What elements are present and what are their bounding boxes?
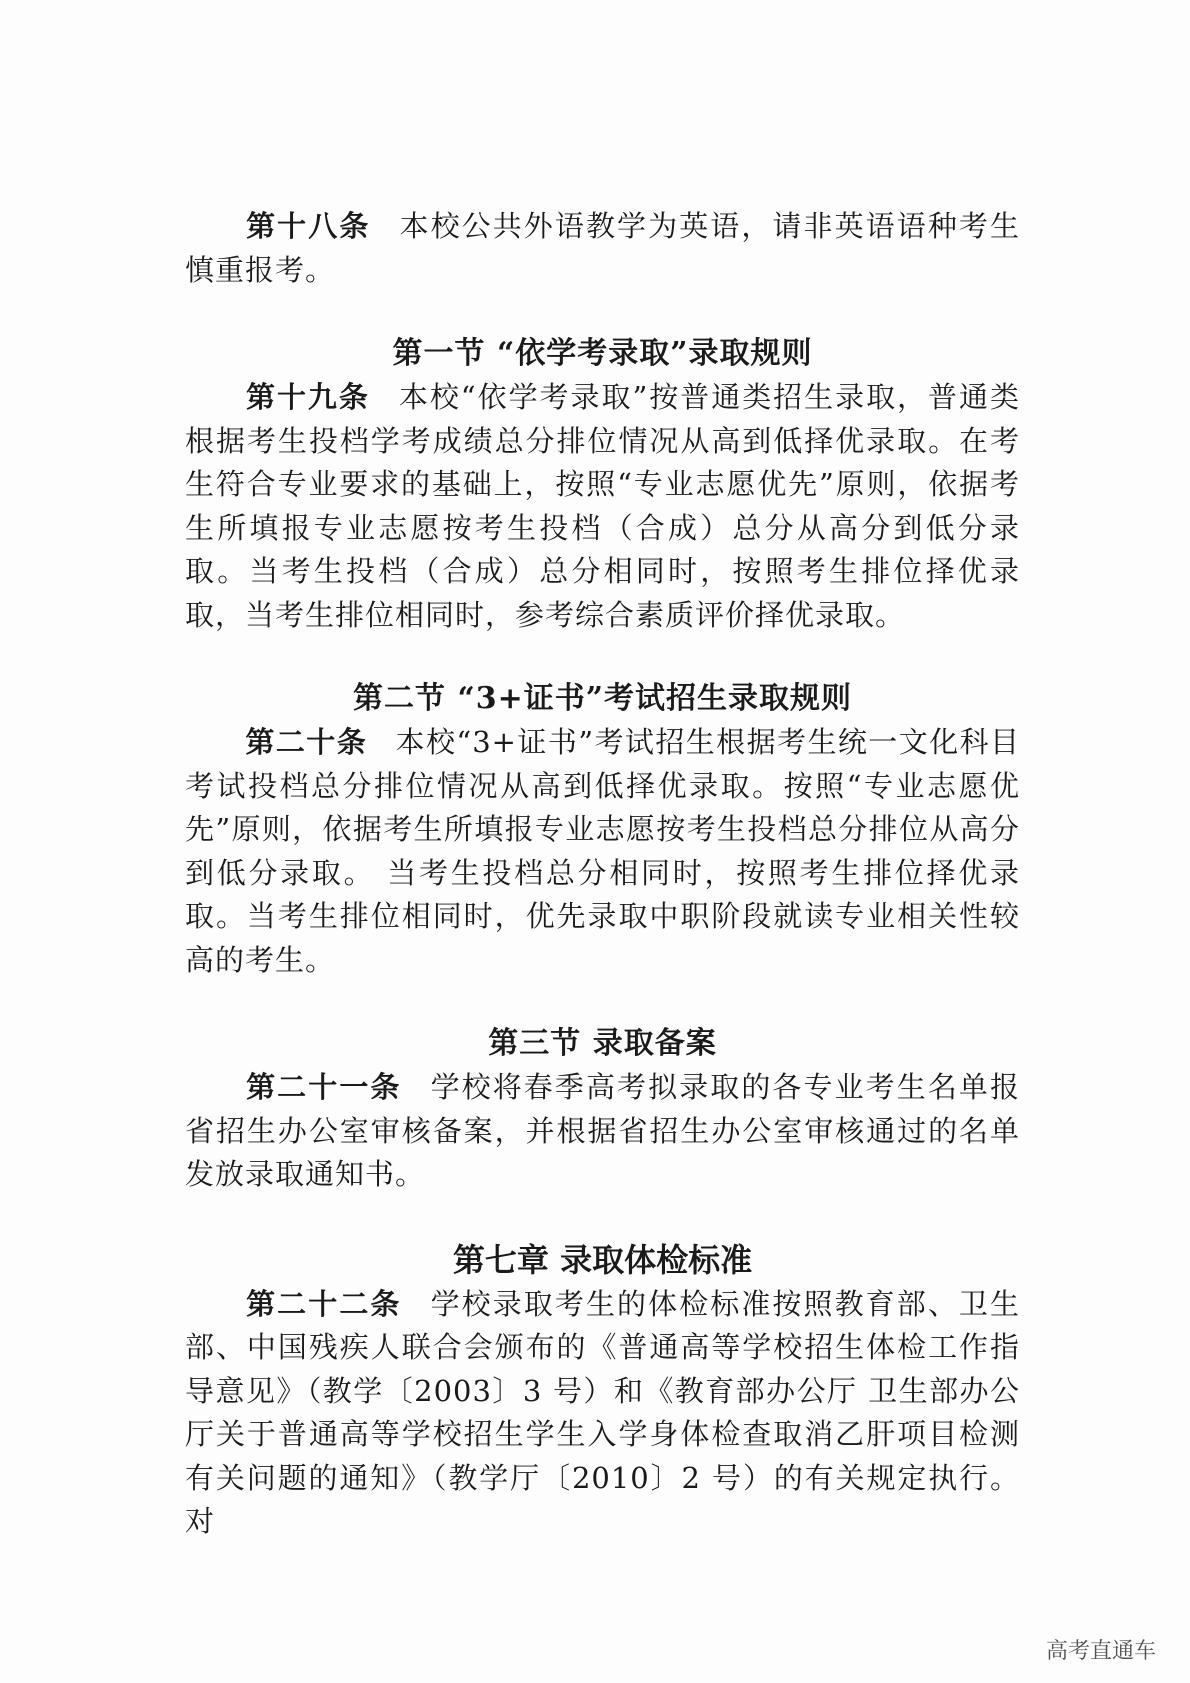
article-19-lead: 第十九条 — [245, 380, 370, 414]
article-20-text: 本校“3+证书”考试招生根据考生统一文化科目考试投档总分排位情况从高到低择优录取。按照“专业志愿优先”原则，依据考生所填报专业志愿按考生投档总分排位从高分到低分录取。 当考生投档总分相同时，按照考生排位择优录取。当考生排位相同时，优先录取中职阶段就读专业相关性较高的考生。 — [185, 725, 1020, 977]
article-18-text: 本校公共外语教学为英语，请非英语语种考生慎重报考。 — [185, 209, 1020, 287]
article-18 — [185, 205, 1020, 292]
watermark: 高考直通车 — [1045, 1639, 1156, 1664]
section-1-title: 第一节 “依学考录取”录取规则 — [392, 336, 813, 371]
article-19 — [185, 376, 1020, 637]
article-22-lead: 第二十二条 — [245, 1286, 402, 1321]
section-3-title: 第三节 录取备案 — [488, 1026, 717, 1061]
article-22-text: 学校录取考生的体检标准按照教育部、卫生部、中国残疾人联合会颁布的《普通高等学校招生体检工作指导意见》（教学〔2003〕3 号）和《教育部办公厅 卫生部办公厅关于普通高等学校招生学生入学身体检查取消乙肝项目检测有关问题的通知》（教学厅〔2010〕2 号）的有关规定执行。对 — [185, 1286, 1020, 1538]
article-18-lead: 第十八条 — [245, 209, 371, 243]
article-21 — [185, 1066, 1020, 1197]
article-21-lead: 第二十一条 — [245, 1070, 402, 1104]
document-body — [185, 205, 1020, 1544]
article-20 — [185, 721, 1020, 982]
section-2-title: 第二节 “3+证书”考试招生录取规则 — [353, 681, 852, 716]
article-22 — [185, 1283, 1020, 1544]
article-21-text: 学校将春季高考拟录取的各专业考生名单报省招生办公室审核备案，并根据省招生办公室审核通过的名单发放录取通知书。 — [185, 1070, 1020, 1191]
chapter-7-title: 第七章 录取体检标准 — [452, 1240, 753, 1279]
article-20-lead: 第二十条 — [245, 725, 368, 759]
article-19-text: 本校“依学考录取”按普通类招生录取，普通类根据考生投档学考成绩总分排位情况从高到低择优录取。在考生符合专业要求的基础上，按照“专业志愿优先”原则，依据考生所填报专业志愿按考生投档（合成）总分从高分到低分录取。当考生投档（合成）总分相同时，按照考生排位择优录取，当考生排位相同时，参考综合素质评价择优录取。 — [185, 380, 1020, 632]
